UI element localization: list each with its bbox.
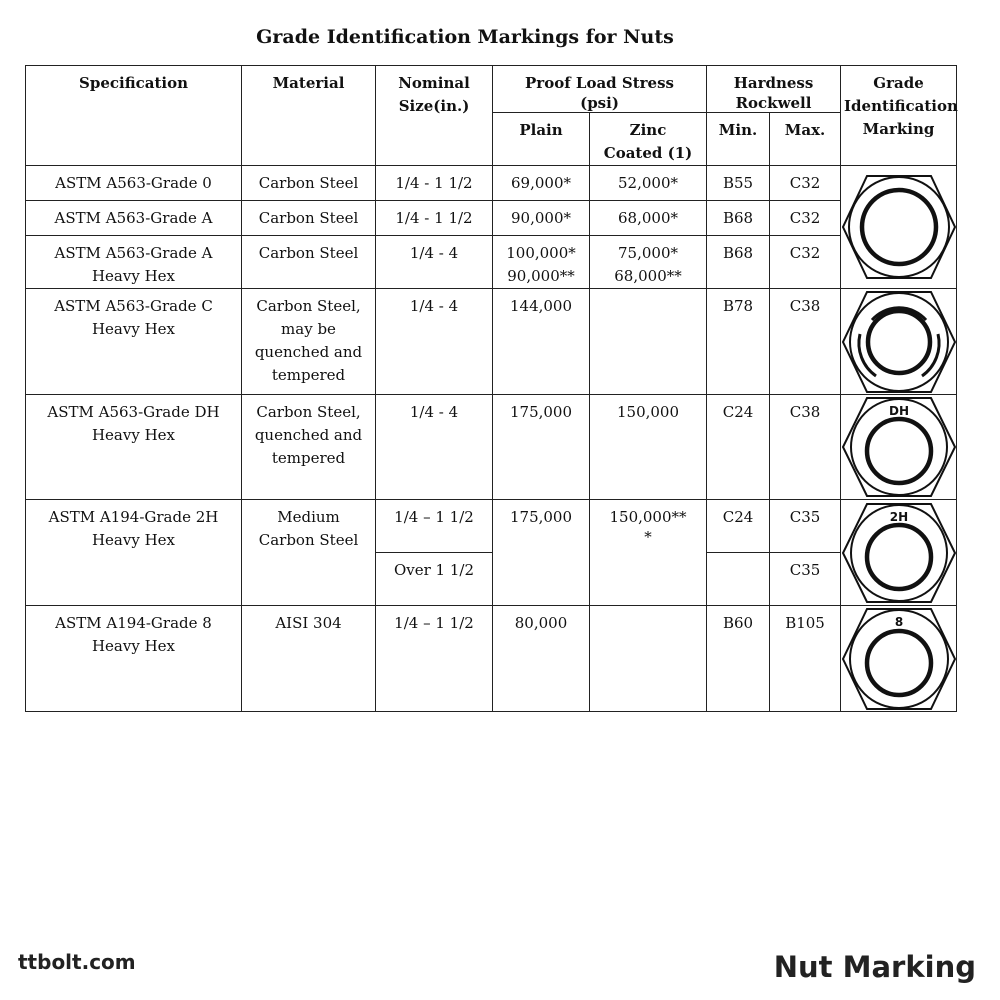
- cell-material: [242, 500, 376, 606]
- cell-spec-line1: ASTM A194-Grade 2H: [48, 508, 219, 526]
- cell-min: C24: [707, 395, 770, 500]
- cell-min: B55: [707, 166, 770, 201]
- cell-zinc: [590, 500, 707, 606]
- cell-spec: ASTM A563-Grade 0: [26, 166, 242, 201]
- header-nominal-size: [376, 66, 493, 166]
- cell-spec-line2: Heavy Hex: [91, 426, 176, 444]
- 2h-mark-label: 2H: [889, 509, 908, 524]
- table-row: [26, 289, 957, 395]
- cell-max: C35: [770, 500, 841, 553]
- cell-spec: [26, 606, 242, 712]
- cell-spec-line1: ASTM A563-Grade DH: [47, 403, 220, 421]
- cell-zinc-line2: 68,000**: [614, 267, 682, 285]
- cell-material: [242, 289, 376, 395]
- cell-zinc: [590, 606, 707, 712]
- header-grade-marking: [841, 66, 957, 166]
- header-material: Material: [242, 66, 376, 166]
- plain-nut-icon: [842, 174, 956, 280]
- header-grade-line2: Identification: [844, 97, 958, 115]
- cell-material: Carbon Steel: [242, 166, 376, 201]
- nut-grade-table: [25, 65, 957, 712]
- cell-max: C38: [770, 289, 841, 395]
- cell-max: C38: [770, 395, 841, 500]
- cell-plain: 69,000*: [493, 166, 590, 201]
- cell-size: 1/4 - 4: [376, 289, 493, 395]
- header-min: Min.: [707, 113, 770, 166]
- cell-material: Carbon Steel: [242, 236, 376, 289]
- table-row: [26, 201, 957, 236]
- cell-plain-line1: 100,000*: [506, 244, 576, 262]
- cell-material-line2: Carbon Steel: [258, 531, 359, 549]
- cell-min: B68: [707, 236, 770, 289]
- header-specification: Specification: [26, 66, 242, 166]
- cell-spec-line2: Heavy Hex: [91, 320, 176, 338]
- cell-material: [242, 395, 376, 500]
- header-proof-load-line1: Proof Load Stress: [525, 74, 674, 92]
- cell-max: C32: [770, 201, 841, 236]
- header-plain: Plain: [493, 113, 590, 166]
- header-grade-line3: Marking: [862, 120, 935, 138]
- cell-size: Over 1 1/2: [376, 553, 493, 606]
- header-nominal-size-line2: Size(in.): [398, 97, 470, 115]
- cell-spec-line2: Heavy Hex: [91, 637, 176, 655]
- 2h-nut-icon: [842, 502, 956, 604]
- cell-plain: 80,000: [493, 606, 590, 712]
- table-row: [26, 236, 957, 289]
- cell-min: B68: [707, 201, 770, 236]
- cell-plain: [493, 236, 590, 289]
- cell-max: B105: [770, 606, 841, 712]
- page-title: Grade Identification Markings for Nuts: [256, 26, 674, 48]
- header-row-1: [26, 66, 957, 113]
- cell-material: AISI 304: [242, 606, 376, 712]
- cell-spec: [26, 395, 242, 500]
- cell-plain: 144,000: [493, 289, 590, 395]
- cell-material: Carbon Steel: [242, 201, 376, 236]
- table-row: [26, 395, 957, 500]
- cell-material-line2: may be: [281, 320, 336, 338]
- marking-cell-grade-c: [841, 289, 957, 395]
- header-nominal-size-line1: Nominal: [398, 74, 470, 92]
- dh-nut-icon: [842, 396, 956, 498]
- 8-mark-label: 8: [894, 614, 903, 629]
- header-zinc-line2: Coated (1): [603, 144, 693, 162]
- cell-size: 1/4 - 4: [376, 395, 493, 500]
- cell-zinc-line1: 150,000**: [609, 508, 687, 526]
- caption-label: Nut Marking: [773, 950, 976, 984]
- cell-size: 1/4 – 1 1/2: [376, 606, 493, 712]
- cell-zinc: 52,000*: [590, 166, 707, 201]
- cell-material-line1: Carbon Steel,: [256, 403, 361, 421]
- cell-zinc: [590, 236, 707, 289]
- cell-min: B60: [707, 606, 770, 712]
- cell-size: 1/4 - 4: [376, 236, 493, 289]
- cell-min: C24: [707, 500, 770, 553]
- 8-nut-icon: [842, 607, 956, 711]
- cell-spec: [26, 289, 242, 395]
- cell-spec-line2: Heavy Hex: [91, 267, 176, 285]
- cell-zinc-line1: 75,000*: [618, 244, 678, 262]
- table-row: [26, 500, 957, 553]
- cell-spec-line1: ASTM A563-Grade C: [54, 297, 213, 315]
- header-hardness-line1: Hardness: [733, 74, 814, 92]
- cell-material-line1: Medium: [277, 508, 340, 526]
- cell-zinc: [590, 289, 707, 395]
- cell-spec-line1: ASTM A563-Grade A: [54, 244, 213, 262]
- cell-size: 1/4 - 1 1/2: [376, 201, 493, 236]
- cell-zinc-line2: *: [644, 528, 652, 546]
- site-watermark: ttbolt.com: [18, 950, 136, 974]
- header-hardness: [707, 66, 841, 113]
- cell-size: 1/4 – 1 1/2: [376, 500, 493, 553]
- table-row: [26, 606, 957, 712]
- marking-cell-dh: [841, 395, 957, 500]
- arc-marked-nut-icon: [842, 290, 956, 394]
- header-proof-load: [493, 66, 707, 113]
- header-max: Max.: [770, 113, 841, 166]
- table-row: [26, 166, 957, 201]
- dh-mark-label: DH: [888, 404, 909, 418]
- header-zinc-line1: Zinc: [629, 121, 667, 139]
- header-zinc: [590, 113, 707, 166]
- header-proof-load-line2: (psi): [580, 94, 619, 112]
- marking-cell-8: [841, 606, 957, 712]
- cell-spec: ASTM A563-Grade A: [26, 201, 242, 236]
- cell-spec: [26, 236, 242, 289]
- cell-max: C32: [770, 236, 841, 289]
- cell-material-line3: tempered: [271, 449, 346, 467]
- cell-zinc: 150,000: [590, 395, 707, 500]
- cell-min: B78: [707, 289, 770, 395]
- cell-plain: 175,000: [493, 500, 590, 606]
- cell-plain: 90,000*: [493, 201, 590, 236]
- cell-max: C35: [770, 553, 841, 606]
- cell-spec-line1: ASTM A194-Grade 8: [55, 614, 212, 632]
- cell-plain-line2: 90,000**: [507, 267, 575, 285]
- cell-spec: [26, 500, 242, 606]
- cell-max: C32: [770, 166, 841, 201]
- cell-material-line3: quenched and: [254, 343, 363, 361]
- cell-material-line2: quenched and: [254, 426, 363, 444]
- header-hardness-line2: Rockwell: [735, 94, 812, 112]
- cell-size: 1/4 - 1 1/2: [376, 166, 493, 201]
- cell-material-line1: Carbon Steel,: [256, 297, 361, 315]
- cell-plain: 175,000: [493, 395, 590, 500]
- header-grade-line1: Grade: [873, 74, 924, 92]
- cell-spec-line2: Heavy Hex: [91, 531, 176, 549]
- marking-cell-2h: [841, 500, 957, 606]
- cell-zinc: 68,000*: [590, 201, 707, 236]
- cell-material-line4: tempered: [271, 366, 346, 384]
- marking-cell-plain: [841, 166, 957, 289]
- cell-min: [707, 553, 770, 606]
